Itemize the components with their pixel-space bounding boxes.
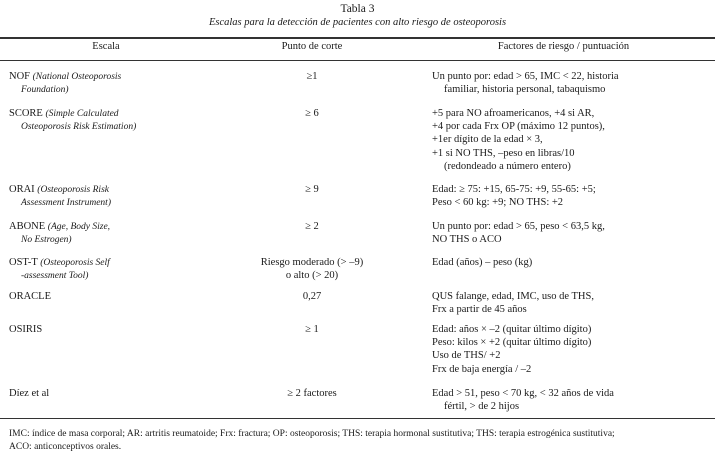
footnote-line: IMC: índice de masa corporal; AR: artritis reumatoide; Frx: fractura; OP: osteoporosis; THS: terapia hormonal sustitutiva; THS: terapia estrogénica sustitutiva; [9,429,615,439]
escala-description: (Osteoporosis Risk [37,185,109,195]
column-header-escala: Escala [92,41,120,52]
escala-abbreviation: NOF [9,71,31,82]
punto-de-corte-value: ≥ 1 [305,324,319,335]
punto-de-corte-cell [212,183,412,196]
factores-line: Peso: kilos × +2 (quitar último dígito) [432,337,592,349]
escala-abbreviation: OSIRIS [9,324,43,335]
factores-line: +1 si NO THS, –peso en libras/10 [432,147,575,159]
punto-de-corte-value: ≥ 9 [305,184,319,195]
bottom-rule [0,418,715,419]
escala-description: No Estrogen) [21,235,72,246]
punto-de-corte-cell [212,323,412,336]
escala-abbreviation: ABONE [9,221,46,232]
factores-line: Frx a partir de 45 años [432,304,527,316]
escala-abbreviation: ORAI [9,184,35,195]
factores-line: familiar, historia personal, tabaquismo [444,84,606,96]
column-header-punto-de-corte: Punto de corte [281,41,343,52]
escala-abbreviation: SCORE [9,108,43,119]
escala-line [9,220,209,234]
factores-cell [432,70,712,96]
factores-line: Edad: años × –2 (quitar último dígito) [432,324,592,335]
escala-line [9,290,209,303]
escala-line [9,387,209,400]
table-subtitle: Escalas para la detección de pacientes con alto riesgo de osteoporosis [208,17,507,28]
escala-description: (National Osteoporosis [32,72,122,82]
punto-de-corte-cell [212,107,412,120]
factores-line: Edad: ≥ 75: +15, 65-75: +9, 55-65: +5; [432,184,596,195]
factores-line: Un punto por: edad > 65, peso < 63,5 kg, [432,221,605,232]
factores-line: fértil, > de 2 hijos [444,401,520,413]
footnote-line: ACO: anticonceptivos orales. [9,442,122,452]
factores-line: (redondeado a número entero) [444,160,571,172]
factores-line: Peso < 60 kg: +9; NO THS: +2 [432,197,564,209]
punto-de-corte-cell [212,387,412,400]
punto-de-corte-value: Riesgo moderado (> –9) [260,257,364,268]
header-rule [0,60,715,61]
punto-de-corte-cell [212,290,412,303]
factores-cell [432,220,712,246]
escala-abbreviation: ORACLE [9,291,51,302]
punto-de-corte-cell [212,70,412,83]
escala-description: (Age, Body Size, [47,222,111,232]
punto-de-corte-value: o alto (> 20) [285,270,339,282]
escala-abbreviation: OST-T [9,257,38,268]
column-header-factores: Factores de riesgo / puntuación [497,41,630,52]
factores-cell [432,290,712,316]
table-title: Tabla 3 [340,3,375,15]
factores-line: Un punto por: edad > 65, IMC < 22, historia [432,71,619,82]
escala-cell [9,323,209,336]
escala-description: (Osteoporosis Self [40,258,110,268]
punto-de-corte-cell [212,256,412,282]
punto-de-corte-value: ≥ 2 [305,221,319,232]
escala-description: -assessment Tool) [21,271,89,282]
escala-description: Osteoporosis Risk Estimation) [21,122,137,133]
escala-description: Assessment Instrument) [21,198,111,209]
escala-abbreviation: Díez et al [9,388,50,399]
factores-line: Edad (años) – peso (kg) [432,257,533,268]
escala-line [9,183,209,197]
escala-description: (Simple Calculated [45,109,119,119]
escala-line [9,323,209,336]
factores-line: +4 por cada Frx OP (máximo 12 puntos), [432,121,605,133]
escala-cell [9,387,209,400]
factores-cell [432,183,712,209]
factores-cell [432,323,712,376]
escala-cell [9,107,209,134]
escala-line [9,107,209,121]
punto-de-corte-value: ≥1 [306,71,318,82]
factores-line: Edad > 51, peso < 70 kg, < 32 años de vida [432,388,614,399]
punto-de-corte-value: ≥ 6 [305,108,319,119]
punto-de-corte-cell [212,220,412,233]
punto-de-corte-value: 0,27 [302,291,322,302]
factores-line: Frx de baja energía / –2 [432,363,532,375]
factores-line: Uso de THS/ +2 [432,350,501,362]
escala-description: Foundation) [21,85,69,96]
table-footnote [9,428,709,454]
escala-line [9,70,209,84]
factores-line: NO THS o ACO [432,234,502,246]
top-rule [0,37,715,39]
factores-cell [432,107,712,173]
escala-cell [9,290,209,303]
factores-cell [432,256,712,269]
punto-de-corte-value: ≥ 2 factores [287,388,337,399]
factores-line: +5 para NO afroamericanos, +4 si AR, [432,108,595,119]
escala-line [9,256,209,270]
factores-line: QUS falange, edad, IMC, uso de THS, [432,291,594,302]
escala-cell [9,183,209,210]
factores-cell [432,387,712,413]
escala-cell [9,256,209,283]
escala-cell [9,70,209,97]
factores-line: +1er dígito de la edad × 3, [432,134,543,146]
escala-cell [9,220,209,247]
